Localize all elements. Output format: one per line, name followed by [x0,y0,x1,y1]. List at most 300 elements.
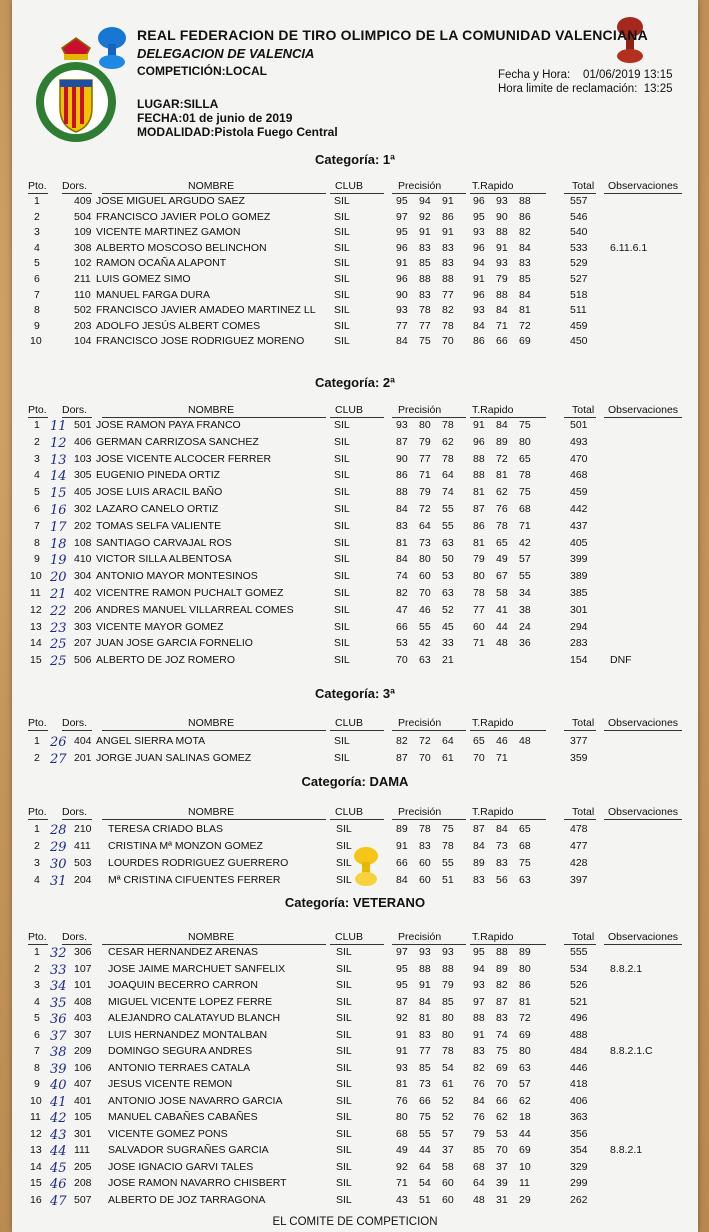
club: SIL [334,620,350,633]
rapid-score: 36 [519,637,531,650]
rapid-score: 75 [519,486,531,499]
delegation-subtitle: DELEGACION DE VALENCIA [137,46,315,61]
column-header-nombre: NOMBRE [188,717,235,729]
handwritten-number: 41 [50,1094,67,1110]
precision-score: 66 [396,857,408,869]
rapid-score: 91 [473,419,485,431]
rapid-score: 85 [519,273,531,285]
column-header-pto: Pto. [28,717,47,729]
club: SIL [336,1193,352,1206]
rapid-score: 84 [496,419,508,431]
handwritten-number: 46 [50,1177,67,1192]
total-score: 546 [570,210,588,223]
total-score: 557 [570,195,588,207]
handwritten-number: 21 [50,587,67,602]
total-score: 521 [570,995,588,1008]
rapid-score: 95 [473,210,485,223]
table-row [12,273,698,287]
bib-number: 411 [74,840,91,852]
rank: 4 [34,241,40,254]
precision-score: 52 [442,1111,454,1123]
column-header-dors: Dors. [62,180,88,192]
shooter-name: CESAR HERNANDEZ ARENAS [108,946,258,958]
category-title: Categoría: DAMA [301,774,409,789]
handwritten-number: 26 [50,735,67,750]
rapid-score: 81 [473,536,485,549]
rapid-score: 88 [496,288,508,301]
precision-score: 49 [396,1144,408,1156]
rapid-score: 72 [519,319,531,332]
precision-score: 47 [396,603,408,616]
precision-score: 78 [419,823,431,835]
column-header-trapido: T.Rapido [472,180,514,192]
rank: 1 [34,946,40,958]
precision-score: 80 [442,1012,454,1024]
rank: 14 [30,637,42,650]
handwritten-number: 13 [50,452,67,468]
precision-score: 91 [396,840,408,852]
rank: 9 [34,319,40,332]
observations: DNF [610,654,632,667]
header-underline [564,730,596,731]
table-row [12,211,698,225]
precision-score: 60 [419,857,431,869]
handwritten-number: 29 [50,840,67,855]
header-underline [470,193,546,194]
precision-score: 83 [442,241,454,254]
column-header-total: Total [572,717,595,729]
rapid-score: 84 [473,1094,485,1107]
bib-number: 102 [74,257,92,270]
rapid-score: 11 [519,1177,530,1189]
precision-score: 70 [419,587,431,599]
rapid-score: 73 [496,840,508,852]
total-score: 329 [570,1160,588,1173]
total-score: 493 [570,435,588,448]
bib-number: 405 [74,486,92,499]
table-row [12,242,698,256]
column-header-club: CLUB [335,806,364,818]
precision-score: 93 [396,1061,408,1074]
location: LUGAR:SILLA [137,97,219,111]
rapid-score: 87 [473,823,485,835]
precision-score: 88 [419,273,431,285]
precision-score: 52 [442,1094,454,1107]
bib-number: 409 [74,195,92,207]
header-underline [604,944,682,945]
shooter-name: MANUEL FARGA DURA [96,288,210,301]
bib-number: 205 [74,1160,92,1173]
bib-number: 104 [74,335,92,348]
column-header-dors: Dors. [62,806,88,818]
club: SIL [336,1177,352,1189]
rapid-score: 83 [519,257,531,270]
rapid-score: 93 [496,257,508,270]
precision-score: 60 [419,570,431,583]
total-score: 397 [570,874,588,886]
bib-number: 407 [74,1078,92,1090]
handwritten-number: 37 [50,1028,67,1044]
shooter-name: JORGE JUAN SALINAS GOMEZ [96,751,252,764]
bib-number: 507 [74,1193,92,1206]
rank: 7 [34,1045,40,1057]
club: SIL [334,469,350,482]
shooter-name: ANGEL SIERRA MOTA [96,735,206,747]
table-row [12,735,698,749]
club: SIL [334,654,350,667]
total-score: 437 [570,519,588,532]
precision-score: 62 [442,435,454,448]
rapid-score: 71 [496,319,508,332]
total-score: 446 [570,1061,588,1074]
shooter-name: ALBERTO MOSCOSO BELINCHON [96,241,267,254]
precision-score: 77 [419,1045,431,1057]
shooter-name: FRANCISCO JAVIER POLO GOMEZ [96,210,271,223]
club: SIL [336,962,352,975]
total-score: 518 [570,288,588,301]
table-header [12,806,698,820]
table-header [12,404,698,418]
column-header-obs: Observaciones [608,806,679,818]
bib-number: 401 [74,1094,92,1107]
rapid-score: 83 [473,874,485,886]
rapid-score: 84 [496,304,508,317]
club: SIL [336,1111,352,1123]
column-header-total: Total [572,404,595,416]
precision-score: 75 [442,823,454,835]
observations: 8.8.2.1.C [610,1045,653,1057]
table-row [12,520,698,534]
rank: 12 [30,1127,42,1140]
club: SIL [336,946,352,958]
club: SIL [334,226,350,239]
bib-number: 211 [74,273,91,285]
precision-score: 82 [396,735,408,747]
handwritten-number: 27 [50,751,67,767]
shooter-name: ALBERTO DE JOZ ROMERO [96,654,236,667]
precision-score: 97 [396,210,408,223]
handwritten-number: 39 [50,1061,67,1077]
table-row [12,503,698,517]
rapid-score: 67 [496,570,508,583]
total-score: 389 [570,570,588,583]
header-underline [470,819,546,820]
precision-score: 93 [442,946,454,958]
observations: 6.11.6.1 [610,241,648,254]
header-underline [28,819,48,820]
club: SIL [334,241,350,254]
rapid-score: 80 [519,435,531,448]
precision-score: 77 [442,288,454,301]
precision-score: 51 [419,1193,431,1206]
table-row [12,335,698,349]
table-row [12,874,698,888]
precision-score: 85 [442,995,454,1008]
precision-score: 92 [396,1012,408,1024]
rank: 4 [34,995,40,1008]
bib-number: 301 [74,1127,92,1140]
precision-score: 71 [396,1177,408,1189]
precision-score: 53 [396,637,408,650]
rapid-score: 96 [473,288,485,301]
handwritten-number: 11 [50,419,67,434]
club: SIL [334,570,350,583]
precision-score: 63 [442,536,454,549]
header-underline [392,730,466,731]
handwritten-number: 45 [50,1160,67,1176]
header-underline [28,944,48,945]
bib-number: 408 [74,995,92,1008]
handwritten-number: 25 [50,637,67,653]
bib-number: 103 [74,452,92,465]
precision-score: 80 [419,419,431,431]
total-score: 534 [570,962,588,975]
precision-score: 73 [419,1078,431,1090]
table-row [12,587,698,601]
rapid-score: 71 [473,637,485,650]
table-row [12,1111,698,1125]
rapid-score: 96 [473,241,485,254]
shooter-name: Mª CRISTINA CIFUENTES FERRER [108,874,281,886]
total-score: 154 [570,654,588,667]
club: SIL [336,1144,352,1156]
handwritten-number: 12 [50,435,67,451]
total-score: 399 [570,553,588,566]
club: SIL [336,995,352,1008]
header-underline [392,819,466,820]
table-row [12,946,698,960]
observations: 8.8.2.1 [610,1144,643,1156]
club: SIL [334,195,350,207]
column-header-nombre: NOMBRE [188,931,235,943]
handwritten-number: 30 [50,857,67,872]
precision-score: 91 [419,979,431,991]
table-row [12,570,698,584]
bib-number: 303 [74,620,92,633]
precision-score: 92 [419,210,431,223]
rapid-score: 71 [496,751,508,764]
precision-score: 55 [419,1127,431,1140]
rank: 11 [30,587,41,599]
shooter-name: RAMON OCAÑA ALAPONT [96,257,227,270]
rapid-score: 79 [473,553,485,566]
shooter-name: ADOLFO JESÚS ALBERT COMES [96,319,261,332]
shooter-name: MANUEL CABAÑES CABAÑES [108,1111,258,1123]
rapid-score: 64 [473,1177,485,1189]
table-row [12,1144,698,1158]
rapid-score: 55 [519,570,531,583]
table-row [12,226,698,240]
rank: 3 [34,979,40,991]
precision-score: 95 [396,979,408,991]
rank: 2 [34,435,40,448]
total-score: 406 [570,1094,588,1107]
federation-title: REAL FEDERACION DE TIRO OLIMPICO DE LA COMUNIDAD VALENCIANA [137,27,648,43]
precision-score: 84 [396,553,408,566]
shooter-name: JOSE RAMON NAVARRO CHISBERT [108,1177,287,1189]
header-underline [62,193,92,194]
rank: 6 [34,1028,40,1041]
total-score: 301 [570,603,588,616]
precision-score: 55 [442,857,454,869]
bib-number: 111 [74,1144,90,1156]
precision-score: 88 [419,962,431,975]
rapid-score: 88 [473,469,485,482]
category-title: Categoría: VETERANO [284,895,426,910]
total-score: 468 [570,469,588,482]
rapid-score: 88 [496,946,508,958]
shooter-name: VICENTE MARTINEZ GAMON [96,226,241,239]
precision-score: 86 [396,469,408,482]
table-row [12,1029,698,1043]
rapid-score: 78 [519,469,531,482]
precision-score: 61 [442,1078,454,1090]
rapid-score: 37 [496,1160,508,1173]
precision-score: 87 [396,751,408,764]
rapid-score: 39 [496,1177,508,1189]
handwritten-number: 28 [50,823,67,838]
club: SIL [334,335,350,348]
header-underline [102,193,326,194]
precision-score: 94 [419,195,431,207]
precision-score: 95 [396,195,408,207]
precision-score: 83 [419,241,431,254]
rapid-score: 97 [473,995,485,1008]
rapid-score: 68 [519,840,531,852]
precision-score: 85 [419,1061,431,1074]
event-date: FECHA:01 de junio de 2019 [137,111,293,125]
shooter-name: VICENTE GOMEZ PONS [108,1127,228,1140]
rapid-score: 57 [519,1078,531,1090]
precision-score: 43 [396,1193,408,1206]
shooter-name: LOURDES RODRIGUEZ GUERRERO [108,857,289,869]
precision-score: 50 [442,553,454,566]
rapid-score: 94 [473,257,485,270]
precision-score: 82 [442,304,454,317]
header-underline [102,819,326,820]
rapid-score: 93 [496,195,508,207]
precision-score: 75 [419,1111,431,1123]
column-header-nombre: NOMBRE [188,806,235,818]
precision-score: 79 [419,435,431,448]
precision-score: 70 [396,654,408,667]
precision-score: 86 [442,210,454,223]
total-score: 484 [570,1045,588,1057]
precision-score: 54 [419,1177,431,1189]
rapid-score: 89 [496,435,508,448]
column-header-trapido: T.Rapido [472,717,514,729]
rank: 6 [34,503,40,515]
precision-score: 79 [419,486,431,499]
rapid-score: 24 [519,620,531,633]
precision-score: 84 [396,503,408,515]
rapid-score: 41 [496,603,508,616]
header-underline [564,944,596,945]
rapid-score: 76 [473,1078,485,1090]
shooter-name: LUIS HERNANDEZ MONTALBAN [108,1028,268,1041]
table-row [12,654,698,668]
rapid-score: 53 [496,1127,508,1140]
handwritten-number: 18 [50,536,67,552]
precision-score: 81 [419,1012,431,1024]
header-underline [564,417,596,418]
bib-number: 204 [74,874,92,886]
rank: 4 [34,469,40,482]
club: SIL [336,1127,352,1140]
header-underline [604,730,682,731]
club: SIL [334,452,350,465]
table-row [12,1177,698,1191]
precision-score: 91 [396,257,408,270]
rapid-score: 48 [496,637,508,650]
bib-number: 306 [74,946,92,958]
club: SIL [334,603,350,616]
precision-score: 77 [419,319,431,332]
precision-score: 72 [419,735,431,747]
shooter-name: FRANCISCO JAVIER AMADEO MARTINEZ LL [96,304,316,317]
rapid-score: 56 [496,874,508,886]
shooter-name: JOSE IGNACIO GARVI TALES [108,1160,254,1173]
modality: MODALIDAD:Pistola Fuego Central [137,125,338,139]
precision-score: 42 [419,637,431,650]
table-row [12,840,698,854]
rapid-score: 63 [519,1061,531,1074]
header-underline [330,730,384,731]
table-row [12,1194,698,1208]
rapid-score: 79 [496,273,508,285]
rank: 13 [30,1144,42,1156]
shooter-name: JOSE LUIS ARACIL BAÑO [96,486,223,499]
rapid-score: 76 [496,503,508,515]
column-header-precision: Precisión [398,180,442,192]
shooter-name: VICENTE MAYOR GOMEZ [96,620,224,633]
bib-number: 308 [74,241,92,254]
header-underline [62,417,92,418]
column-header-club: CLUB [335,180,364,192]
handwritten-number: 31 [50,874,67,889]
rapid-score: 65 [496,536,508,549]
shooter-name: JOSE VICENTE ALCOCER FERRER [96,452,272,465]
table-row [12,1078,698,1092]
club: SIL [334,419,350,431]
rapid-score: 70 [473,751,485,764]
bib-number: 305 [74,469,92,482]
rapid-score: 70 [496,1078,508,1090]
header-underline [330,193,384,194]
rapid-score: 71 [519,519,531,532]
handwritten-number: 14 [50,469,67,485]
total-score: 363 [570,1111,588,1123]
rapid-score: 48 [519,735,531,747]
precision-score: 78 [419,304,431,317]
column-header-obs: Observaciones [608,931,679,943]
table-row [12,537,698,551]
table-row [12,436,698,450]
rapid-score: 75 [519,857,531,869]
rank: 11 [30,1111,41,1123]
rapid-score: 81 [519,304,531,317]
rapid-score: 57 [519,553,531,566]
handwritten-number: 16 [50,503,67,518]
club: SIL [334,751,350,764]
club: SIL [336,979,352,991]
table-row [12,453,698,467]
total-score: 529 [570,257,588,270]
header-underline [62,819,92,820]
table-row [12,419,698,433]
rapid-score: 62 [496,1111,508,1123]
bib-number: 410 [74,553,92,566]
